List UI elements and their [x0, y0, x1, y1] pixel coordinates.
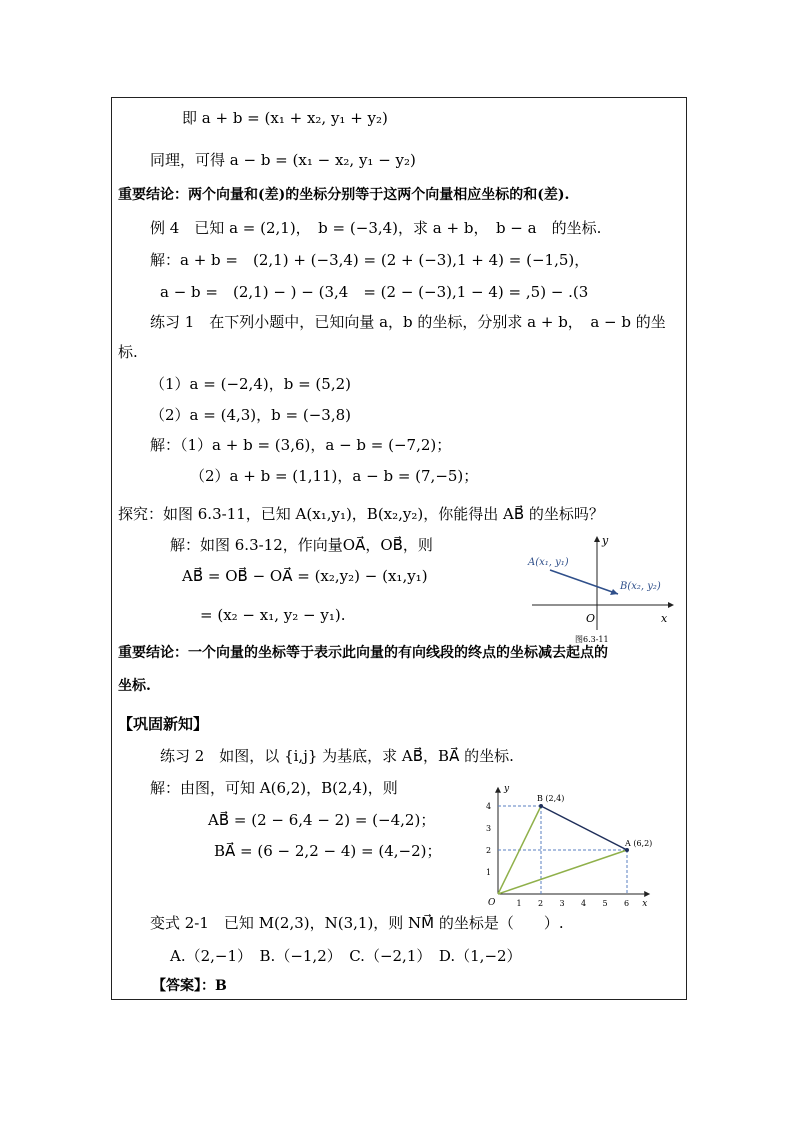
text-line: 解：如图 6.3-12，作向量OA⃗，OB⃗，则	[170, 536, 433, 554]
key-conclusion: 重要结论：一个向量的坐标等于表示此向量的有向线段的终点的坐标减去起点的	[118, 645, 608, 661]
text-line: = (x₂ − x₁, y₂ − y₁).	[200, 606, 346, 624]
point-b	[539, 804, 543, 808]
axis-label-x: x	[661, 612, 668, 625]
y-axis-arrow	[495, 787, 501, 793]
axis-label-y: y	[504, 783, 510, 794]
vector-oa	[498, 850, 627, 894]
text-line: 即 a + b = (x₁ + x₂, y₁ + y₂)	[182, 109, 388, 127]
exercise-title: 练习 1 在下列小题中，已知向量 a，b 的坐标，分别求 a + b， a − b 的坐	[150, 313, 666, 331]
x-axis-arrow	[644, 891, 650, 897]
figure-caption: 图6.3-11	[575, 635, 609, 644]
point-a-label: A (6,2)	[625, 839, 653, 848]
explore-title: 探究：如图 6.3-11，已知 A(x₁,y₁)，B(x₂,y₂)，你能得出 AB⃗ 的坐标吗？	[118, 505, 604, 523]
text-line: AB⃗ = OB⃗ − OA⃗ = (x₂,y₂) − (x₁,y₁)	[182, 567, 428, 585]
x-tick-label: 6	[624, 899, 630, 908]
x-tick-label: 5	[602, 899, 608, 908]
text-line: 同理，可得 a − b = (x₁ − x₂, y₁ − y₂)	[150, 151, 416, 169]
figure-exercise-2	[478, 782, 678, 912]
y-tick-label: 3	[486, 824, 492, 833]
text-line: （2）a = (4,3)，b = (−3,8)	[150, 406, 351, 424]
text-line: 解：由图，可知 A(6,2)，B(2,4)，则	[150, 779, 398, 797]
answer-options: A.（2,−1） B.（−1,2） C.（−2,1） D.（1,−2）	[170, 947, 522, 965]
x-tick-label: 2	[538, 899, 544, 908]
example-title: 例 4 已知 a = (2,1)， b = (−3,4)，求 a + b， b − a 的坐标.	[150, 219, 602, 237]
answer: 【答案】：B	[152, 978, 227, 994]
origin-label: O	[488, 898, 496, 908]
key-conclusion: 重要结论：两个向量和(差)的坐标分别等于这两个向量相应坐标的和(差).	[118, 187, 570, 203]
text-line: a − b = (2,1) − ) − (3,4 = (2 − (−3),1 − 4) = ,5) − .(3	[160, 283, 589, 301]
segment-ab	[541, 806, 627, 850]
axis-label-x: x	[642, 899, 648, 909]
x-tick-label: 1	[516, 899, 522, 908]
text-line: AB⃗ = (2 − 6,4 − 2) = (−4,2)；	[208, 811, 436, 829]
exercise-title: 练习 2 如图，以 {i,j} 为基底，求 AB⃗，BA⃗ 的坐标.	[160, 747, 514, 765]
x-tick-label: 4	[581, 899, 587, 908]
y-tick-label: 4	[486, 802, 492, 811]
x-tick-label: 3	[559, 899, 565, 908]
text-line: 坐标.	[118, 678, 151, 694]
figure-6-3-11	[520, 532, 680, 647]
text-line: 解：（1）a + b = (3,6)，a − b = (−7,2)；	[150, 436, 452, 454]
y-tick-label: 2	[486, 846, 492, 855]
vector-ab	[550, 570, 618, 594]
axis-label-y: y	[602, 534, 609, 547]
text-line: （1）a = (−2,4)，b = (5,2)	[150, 375, 351, 393]
text-line: BA⃗ = (6 − 2,2 − 4) = (4,−2)；	[214, 842, 442, 860]
exercise-title: 变式 2-1 已知 M(2,3)，N(3,1)，则 NM⃗ 的坐标是（ ）.	[150, 914, 564, 932]
origin-label: O	[586, 612, 596, 625]
text-line: 标.	[118, 343, 138, 361]
text-line: 解：a + b = (2,1) + (−3,4) = (2 + (−3),1 + 4) = (−1,5)，	[150, 251, 590, 269]
point-b-label: B(x₂, y₂)	[620, 581, 661, 592]
section-heading: 【巩固新知】	[118, 715, 209, 733]
text-line: （2）a + b = (1,11)，a − b = (7,−5)；	[190, 467, 479, 485]
point-a	[625, 848, 629, 852]
point-a-label: A(x₁, y₁)	[528, 557, 569, 568]
point-b-label: B (2,4)	[537, 794, 565, 803]
y-tick-label: 1	[486, 868, 492, 877]
